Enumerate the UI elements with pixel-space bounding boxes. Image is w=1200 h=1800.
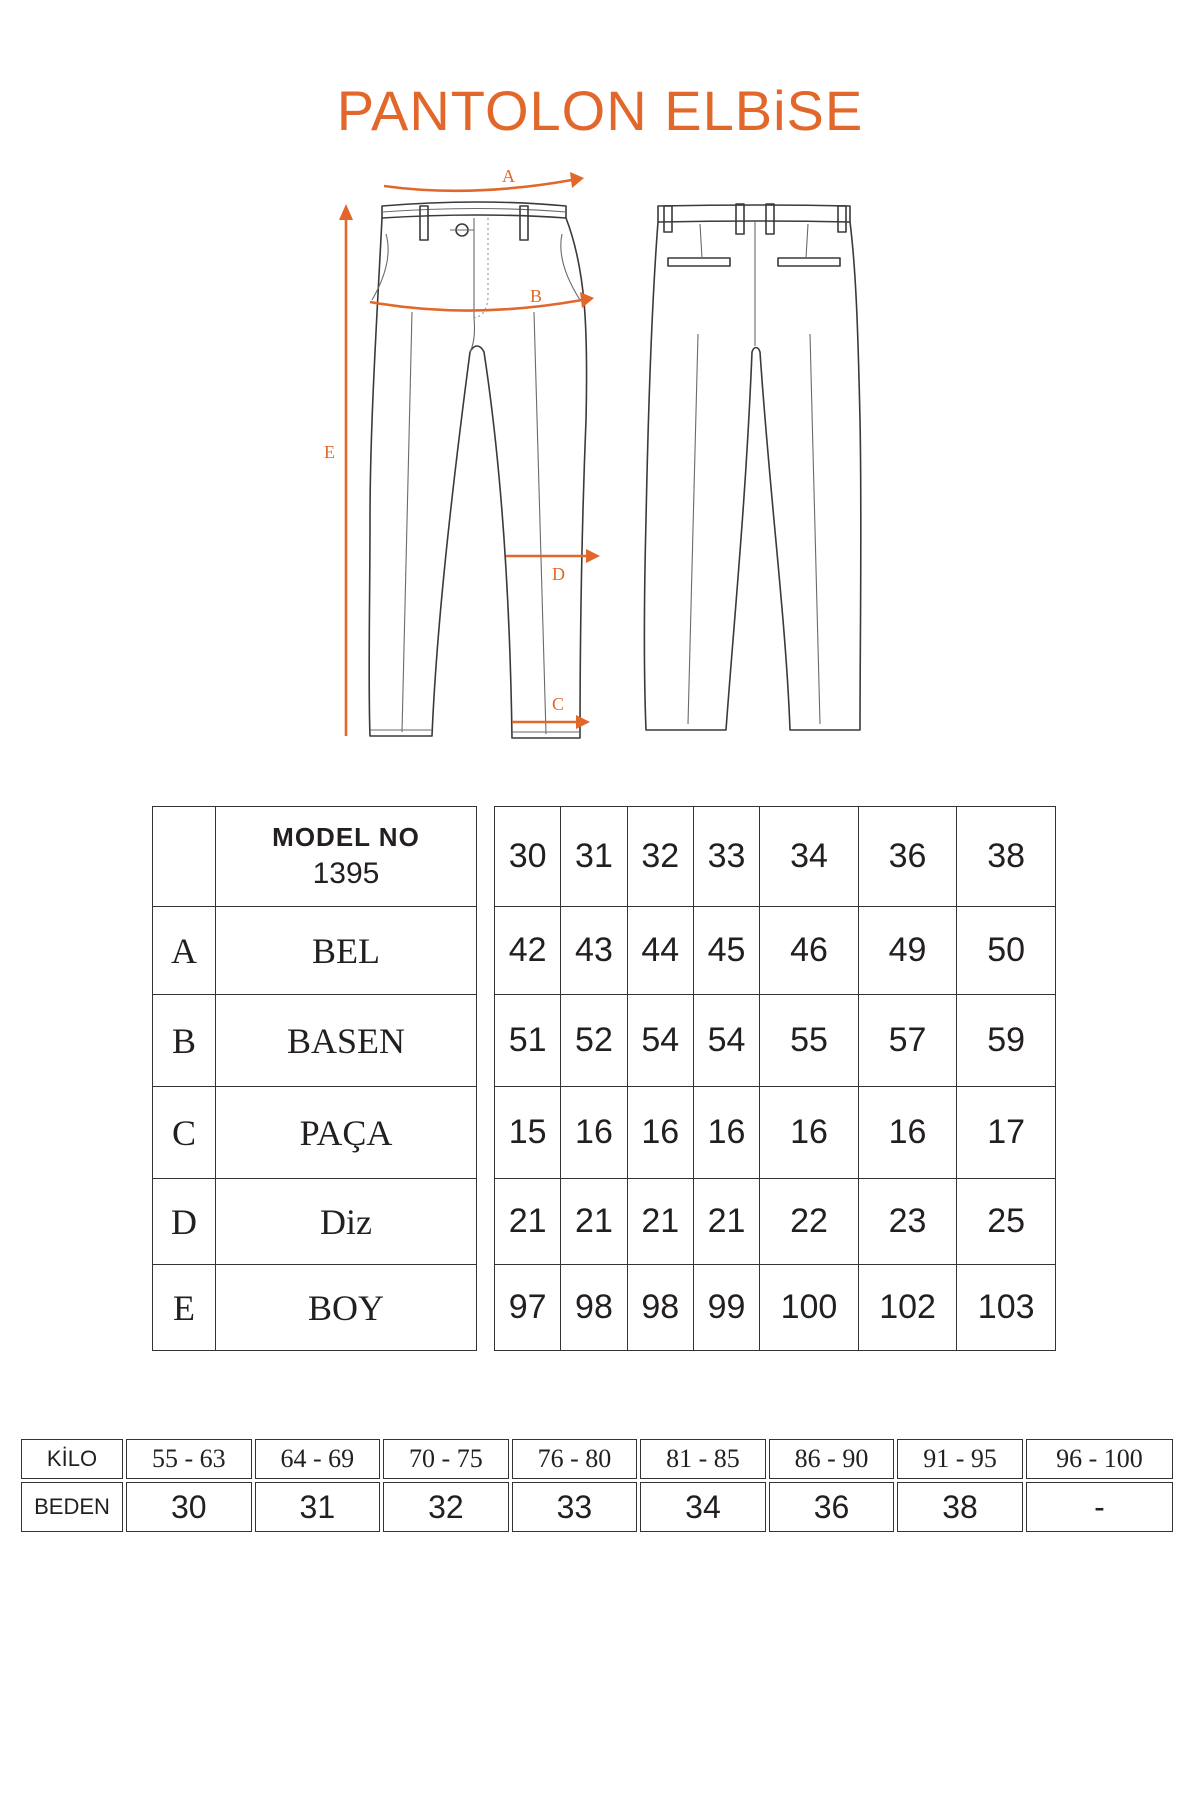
measurement-d	[506, 549, 600, 584]
beden-cell: 38	[897, 1482, 1023, 1532]
trousers-diagram	[0, 0, 1200, 760]
table-row	[495, 1265, 1056, 1351]
beden-cell: 30	[126, 1482, 252, 1532]
corner-cell	[153, 807, 216, 907]
model-cell	[216, 807, 477, 907]
value-cell: 50	[957, 907, 1056, 995]
value-cell: 57	[858, 995, 957, 1087]
value-cell: 54	[627, 995, 693, 1087]
size-header: 33	[693, 807, 759, 907]
size-header: 32	[627, 807, 693, 907]
kilo-cell: 55 - 63	[126, 1439, 252, 1479]
kilo-cell: 91 - 95	[897, 1439, 1023, 1479]
size-values-table	[494, 806, 1056, 1351]
kilo-cell: 81 - 85	[640, 1439, 766, 1479]
row-name: PAÇA	[216, 1087, 477, 1179]
table-row	[495, 1179, 1056, 1265]
value-cell: 98	[627, 1265, 693, 1351]
measurement-name-table	[152, 806, 477, 1351]
value-cell: 98	[561, 1265, 627, 1351]
value-cell: 16	[627, 1087, 693, 1179]
model-label: MODEL NO	[272, 822, 420, 852]
row-letter: C	[153, 1087, 216, 1179]
beden-row	[21, 1482, 1173, 1532]
table-row	[153, 1087, 477, 1179]
value-cell: 103	[957, 1265, 1056, 1351]
value-cell: 44	[627, 907, 693, 995]
size-header-row	[495, 807, 1056, 907]
beden-cell: -	[1026, 1482, 1173, 1532]
value-cell: 15	[495, 1087, 561, 1179]
row-name: BASEN	[216, 995, 477, 1087]
header-row	[153, 807, 477, 907]
row-name: BOY	[216, 1265, 477, 1351]
page-title: PANTOLON ELBiSE	[336, 79, 864, 142]
row-letter: E	[153, 1265, 216, 1351]
value-cell: 23	[858, 1179, 957, 1265]
table-row	[495, 907, 1056, 995]
weight-size-table	[18, 1436, 1176, 1535]
measurement-a-label: A	[502, 166, 515, 186]
beden-label: BEDEN	[21, 1482, 123, 1532]
measurement-c-label: C	[552, 694, 565, 714]
value-cell: 55	[760, 995, 859, 1087]
kilo-cell: 70 - 75	[383, 1439, 509, 1479]
value-cell: 42	[495, 907, 561, 995]
value-cell: 100	[760, 1265, 859, 1351]
kilo-cell: 76 - 80	[512, 1439, 638, 1479]
table-row	[495, 995, 1056, 1087]
table-row	[495, 1087, 1056, 1179]
value-cell: 21	[693, 1179, 759, 1265]
trousers-front-illustration	[369, 202, 586, 738]
row-letter: A	[153, 907, 216, 995]
trousers-back-illustration	[645, 204, 861, 730]
model-number: 1395	[312, 857, 380, 890]
table-row	[153, 907, 477, 995]
value-cell: 54	[693, 995, 759, 1087]
kilo-cell: 86 - 90	[769, 1439, 895, 1479]
value-cell: 16	[561, 1087, 627, 1179]
value-cell: 99	[693, 1265, 759, 1351]
row-letter: B	[153, 995, 216, 1087]
measurement-d-label: D	[552, 564, 565, 584]
beden-cell: 32	[383, 1482, 509, 1532]
measurement-e	[324, 204, 353, 736]
value-cell: 16	[760, 1087, 859, 1179]
value-cell: 49	[858, 907, 957, 995]
row-name: BEL	[216, 907, 477, 995]
measurement-c	[512, 694, 590, 729]
kilo-label: KİLO	[21, 1439, 123, 1479]
kilo-row	[21, 1439, 1173, 1479]
value-cell: 46	[760, 907, 859, 995]
kilo-cell: 96 - 100	[1026, 1439, 1173, 1479]
row-letter: D	[153, 1179, 216, 1265]
row-name: Diz	[216, 1179, 477, 1265]
measurement-e-label: E	[324, 442, 335, 462]
value-cell: 51	[495, 995, 561, 1087]
measurement-b-label: B	[530, 286, 543, 306]
measurement-b	[370, 286, 594, 311]
value-cell: 17	[957, 1087, 1056, 1179]
value-cell: 16	[693, 1087, 759, 1179]
beden-cell: 33	[512, 1482, 638, 1532]
value-cell: 21	[495, 1179, 561, 1265]
value-cell: 43	[561, 907, 627, 995]
value-cell: 16	[858, 1087, 957, 1179]
beden-cell: 34	[640, 1482, 766, 1532]
measurement-a	[384, 166, 584, 191]
value-cell: 45	[693, 907, 759, 995]
value-cell: 59	[957, 995, 1056, 1087]
beden-cell: 36	[769, 1482, 895, 1532]
value-cell: 52	[561, 995, 627, 1087]
kilo-cell: 64 - 69	[255, 1439, 381, 1479]
beden-cell: 31	[255, 1482, 381, 1532]
size-header: 30	[495, 807, 561, 907]
value-cell: 21	[561, 1179, 627, 1265]
size-header: 34	[760, 807, 859, 907]
size-header: 38	[957, 807, 1056, 907]
value-cell: 102	[858, 1265, 957, 1351]
table-row	[153, 1179, 477, 1265]
value-cell: 25	[957, 1179, 1056, 1265]
size-header: 31	[561, 807, 627, 907]
value-cell: 22	[760, 1179, 859, 1265]
table-row	[153, 1265, 477, 1351]
value-cell: 97	[495, 1265, 561, 1351]
value-cell: 21	[627, 1179, 693, 1265]
size-header: 36	[858, 807, 957, 907]
table-row	[153, 995, 477, 1087]
